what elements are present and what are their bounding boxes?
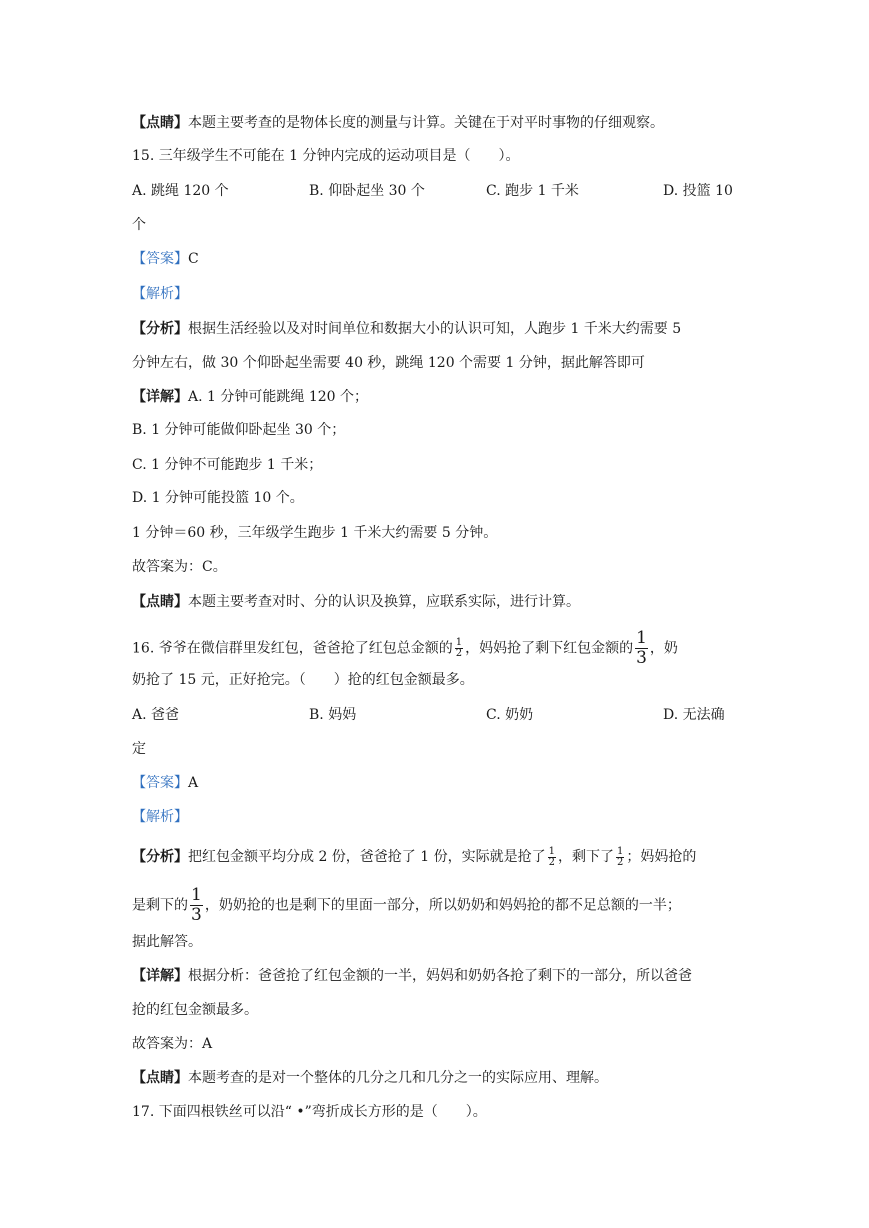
answer-value: C (188, 251, 199, 267)
fenxi-text-b: ，剩下了 (558, 849, 614, 865)
dianjing-tag: 【点睛】 (132, 115, 188, 131)
q15-xiangjie-line-1 (132, 387, 368, 407)
fraction-one-third (635, 629, 648, 668)
q15-detail-d: D. 1 分钟可能投篮 10 个。 (132, 490, 304, 506)
q15-answer-line (132, 249, 199, 269)
dianjing-tag: 【点睛】 (132, 594, 188, 610)
q16-fenxi-line-2 (132, 886, 681, 925)
question-15-stem: 15. 三年级学生不可能在 1 分钟内完成的运动项目是（ ）。 (132, 148, 520, 164)
q16-dianjing-line (132, 1068, 608, 1088)
fraction-one-half (455, 638, 463, 659)
q16-option-a: A. 爸爸 (132, 707, 180, 723)
question-16-stem-line-1 (132, 629, 678, 668)
q15-analysis-tag: 【解析】 (132, 286, 188, 302)
answer-value: A (188, 775, 199, 791)
q15-dianjing-line (132, 592, 580, 612)
answer-tag: 【答案】 (132, 251, 188, 267)
q16-option-d-wrap: 定 (132, 741, 146, 757)
fenxi-tag: 【分析】 (132, 321, 188, 337)
xiangjie-text: A. 1 分钟可能跳绳 120 个； (188, 389, 368, 405)
q15-option-a: A. 跳绳 120 个 (132, 183, 229, 199)
xiangjie-tag: 【详解】 (132, 968, 188, 984)
q16-answer-line (132, 773, 198, 793)
q16-fenxi-line-3: 据此解答。 (132, 934, 202, 950)
fraction-one-half (548, 847, 556, 868)
question-16-stem-line-2: 奶抢了 15 元，正好抢完。（ ）抢的红包金额最多。 (132, 672, 474, 688)
fenxi-text: 根据生活经验以及对时间单位和数据大小的认识可知，人跑步 1 千米大约需要 5 (188, 321, 682, 337)
fraction-numerator: 1 (548, 845, 555, 857)
fraction-denominator: 3 (191, 905, 202, 925)
q16-stem-part-b: ，妈妈抢了剩下红包金额的 (465, 640, 634, 657)
fraction-one-third (190, 886, 203, 925)
q16-final-answer: 故答案为：A (132, 1036, 213, 1052)
q15-final-answer: 故答案为：C。 (132, 559, 227, 575)
dianjing-text: 本题考查的是对一个整体的几分之几和几分之一的实际应用、理解。 (188, 1070, 608, 1086)
q15-fenxi-line-1 (132, 319, 681, 339)
q16-option-d: D. 无法确 (663, 707, 725, 723)
question-17-stem: 17. 下面四根铁丝可以沿“ •”弯折成长方形的是（ ）。 (132, 1104, 487, 1120)
fraction-denominator: 3 (636, 648, 647, 668)
fraction-one-half (616, 847, 624, 868)
fraction-numerator: 1 (617, 845, 624, 857)
xiangjie-text: 根据分析：爸爸抢了红包金额的一半，妈妈和奶奶各抢了剩下的一部分，所以爸爸 (188, 968, 692, 984)
q16-analysis-tag: 【解析】 (132, 809, 188, 825)
fraction-numerator: 1 (455, 637, 463, 648)
q16-xiangjie-line-1 (132, 966, 692, 986)
q15-detail-c: C. 1 分钟不可能跑步 1 千米； (132, 457, 323, 473)
q15-option-d: D. 投篮 10 (663, 183, 733, 199)
fenxi-text-d: 是剩下的 (132, 897, 188, 914)
q15-option-b: B. 仰卧起坐 30 个 (309, 183, 425, 199)
q15-option-c: C. 跑步 1 千米 (486, 183, 579, 199)
q16-option-b: B. 妈妈 (309, 707, 357, 723)
fraction-numerator: 1 (191, 885, 202, 905)
q16-stem-part-c: ，奶 (649, 640, 678, 657)
fraction-numerator: 1 (636, 628, 647, 648)
q15-detail-b: B. 1 分钟可能做仰卧起坐 30 个； (132, 422, 346, 438)
dianjing-tag: 【点睛】 (132, 1070, 188, 1086)
q16-xiangjie-line-2: 抢的红包金额最多。 (132, 1002, 258, 1018)
fenxi-text-e: ，奶奶抢的也是剩下的里面一部分，所以奶奶和妈妈抢的都不足总额的一半； (204, 897, 681, 914)
dianjing-text: 本题主要考查的是物体长度的测量与计算。关键在于对平时事物的仔细观察。 (188, 115, 664, 131)
q15-fenxi-line-2: 分钟左右，做 30 个仰卧起坐需要 40 秒，跳绳 120 个需要 1 分钟，据此解答即可 (132, 355, 645, 371)
q15-option-d-wrap: 个 (132, 217, 146, 233)
fenxi-text-c: ；妈妈抢的 (626, 849, 697, 865)
fraction-denominator: 2 (617, 856, 624, 868)
q16-fenxi-line-1 (132, 845, 696, 869)
answer-tag: 【答案】 (132, 775, 188, 791)
fraction-denominator: 2 (548, 856, 555, 868)
q16-option-c: C. 奶奶 (486, 707, 534, 723)
dianjing-text: 本题主要考查对时、分的认识及换算，应联系实际，进行计算。 (188, 594, 580, 610)
xiangjie-tag: 【详解】 (132, 389, 188, 405)
fenxi-tag: 【分析】 (132, 849, 188, 865)
fenxi-text-a: 把红包金额平均分成 2 份，爸爸抢了 1 份，实际就是抢了 (188, 849, 546, 865)
q16-stem-part-a: 16. 爷爷在微信群里发红包，爸爸抢了红包总金额的 (132, 640, 453, 657)
q15-detail-e: 1 分钟＝60 秒，三年级学生跑步 1 千米大约需要 5 分钟。 (132, 525, 498, 541)
dianjing-line-q14 (132, 113, 664, 133)
fraction-denominator: 2 (455, 648, 463, 659)
